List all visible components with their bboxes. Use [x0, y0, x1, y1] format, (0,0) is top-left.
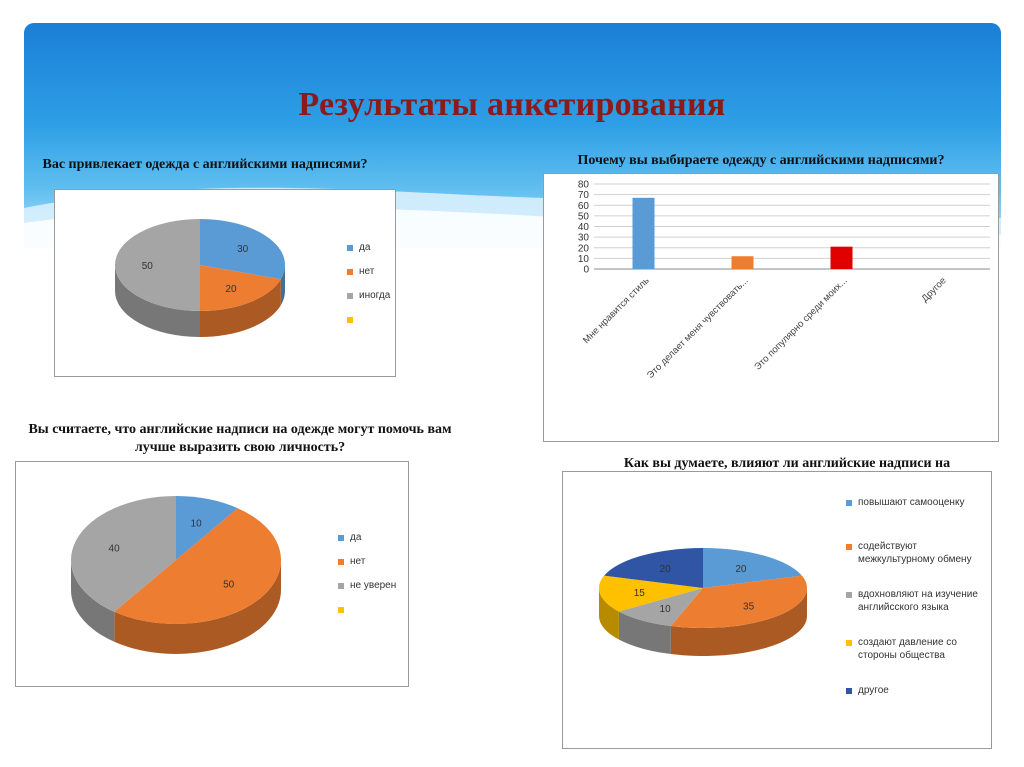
pie-data-label: 20 — [735, 563, 747, 575]
x-tick-label: Это делает меня чувствовать... — [645, 275, 751, 381]
chart4-title: Как вы думаете, влияют ли английские надписи на — [623, 456, 951, 471]
legend-item — [338, 556, 365, 567]
y-tick-label: 10 — [577, 253, 589, 265]
legend-item — [347, 242, 370, 253]
chart2-box — [543, 173, 999, 442]
pie-data-label: 20 — [659, 563, 671, 575]
legend-item — [338, 604, 350, 615]
legend-item — [846, 588, 986, 614]
legend-item — [846, 540, 986, 566]
bar — [831, 247, 853, 269]
chart1-pie — [55, 190, 395, 376]
legend-item — [338, 532, 361, 543]
legend-label: да — [350, 532, 362, 543]
legend-swatch — [846, 544, 852, 550]
y-tick-label: 80 — [577, 179, 589, 191]
legend-label: повышают самооценку — [858, 497, 965, 508]
chart1-title: Вас привлекает одежда с английскими надписями? — [42, 157, 368, 172]
y-tick-label: 20 — [577, 243, 589, 255]
chart4-legend — [846, 496, 988, 716]
y-tick-label: 70 — [577, 190, 589, 202]
legend-swatch — [347, 269, 353, 275]
legend-label: содействуют межкультурному обмену — [858, 541, 972, 566]
legend-swatch — [347, 317, 353, 323]
legend-swatch — [347, 245, 353, 251]
legend-swatch — [846, 640, 852, 646]
legend-label: иногда — [359, 290, 391, 301]
legend-label: да — [359, 242, 371, 253]
legend-item — [347, 314, 359, 325]
legend-item — [846, 636, 986, 662]
pie-data-label: 15 — [633, 587, 645, 599]
chart1-legend — [347, 242, 393, 332]
y-tick-label: 0 — [583, 264, 589, 276]
legend-item — [347, 290, 390, 301]
legend-label: не уверен — [350, 580, 397, 591]
legend-label: другое — [858, 685, 889, 696]
x-tick-label: Это популярно среди моих... — [752, 275, 850, 373]
legend-item — [846, 496, 986, 509]
chart4-box — [562, 471, 992, 749]
y-tick-label: 40 — [577, 222, 589, 233]
y-tick-label: 60 — [577, 200, 589, 212]
chart3-box — [15, 461, 409, 687]
legend-label: нет — [359, 266, 375, 277]
legend-swatch — [338, 535, 344, 541]
slide-title: Результаты анкетирования — [298, 86, 726, 123]
pie-data-label: 30 — [237, 244, 249, 256]
legend-swatch — [846, 500, 852, 506]
legend-label: создают давление со стороны общества — [858, 637, 957, 662]
x-tick-label: Другое — [919, 275, 949, 305]
pie-data-label: 50 — [223, 579, 235, 591]
bar — [633, 198, 655, 269]
legend-swatch — [338, 583, 344, 589]
legend-swatch — [846, 592, 852, 598]
chart2-bar — [544, 174, 998, 441]
pie-data-label: 20 — [225, 284, 237, 296]
legend-swatch — [338, 607, 344, 613]
chart1-box — [54, 189, 396, 377]
pie-data-label: 35 — [743, 601, 755, 613]
legend-label: вдохновляют на изучение английсского языка — [858, 589, 978, 614]
pie-data-label: 10 — [190, 518, 202, 530]
pie-data-label: 40 — [108, 543, 120, 555]
legend-swatch — [347, 293, 353, 299]
legend-item — [347, 266, 374, 277]
pie-data-label: 50 — [141, 261, 153, 272]
legend-item — [846, 684, 986, 697]
legend-item — [338, 580, 396, 591]
bar — [732, 256, 754, 269]
chart3-title: Вы считаете, что английские надписи на одежде могут помочь вам лучше выразить свою личность? — [28, 422, 452, 455]
legend-label: нет — [350, 556, 366, 567]
legend-swatch — [846, 688, 852, 694]
chart2-title: Почему вы выбираете одежду с английскими надписями? — [577, 153, 945, 168]
chart3-legend — [338, 532, 406, 622]
x-tick-label: Мне нравится стиль — [580, 275, 652, 347]
y-tick-label: 30 — [577, 232, 589, 244]
y-tick-label: 50 — [577, 211, 589, 223]
pie-data-label: 10 — [659, 604, 671, 616]
legend-swatch — [338, 559, 344, 565]
